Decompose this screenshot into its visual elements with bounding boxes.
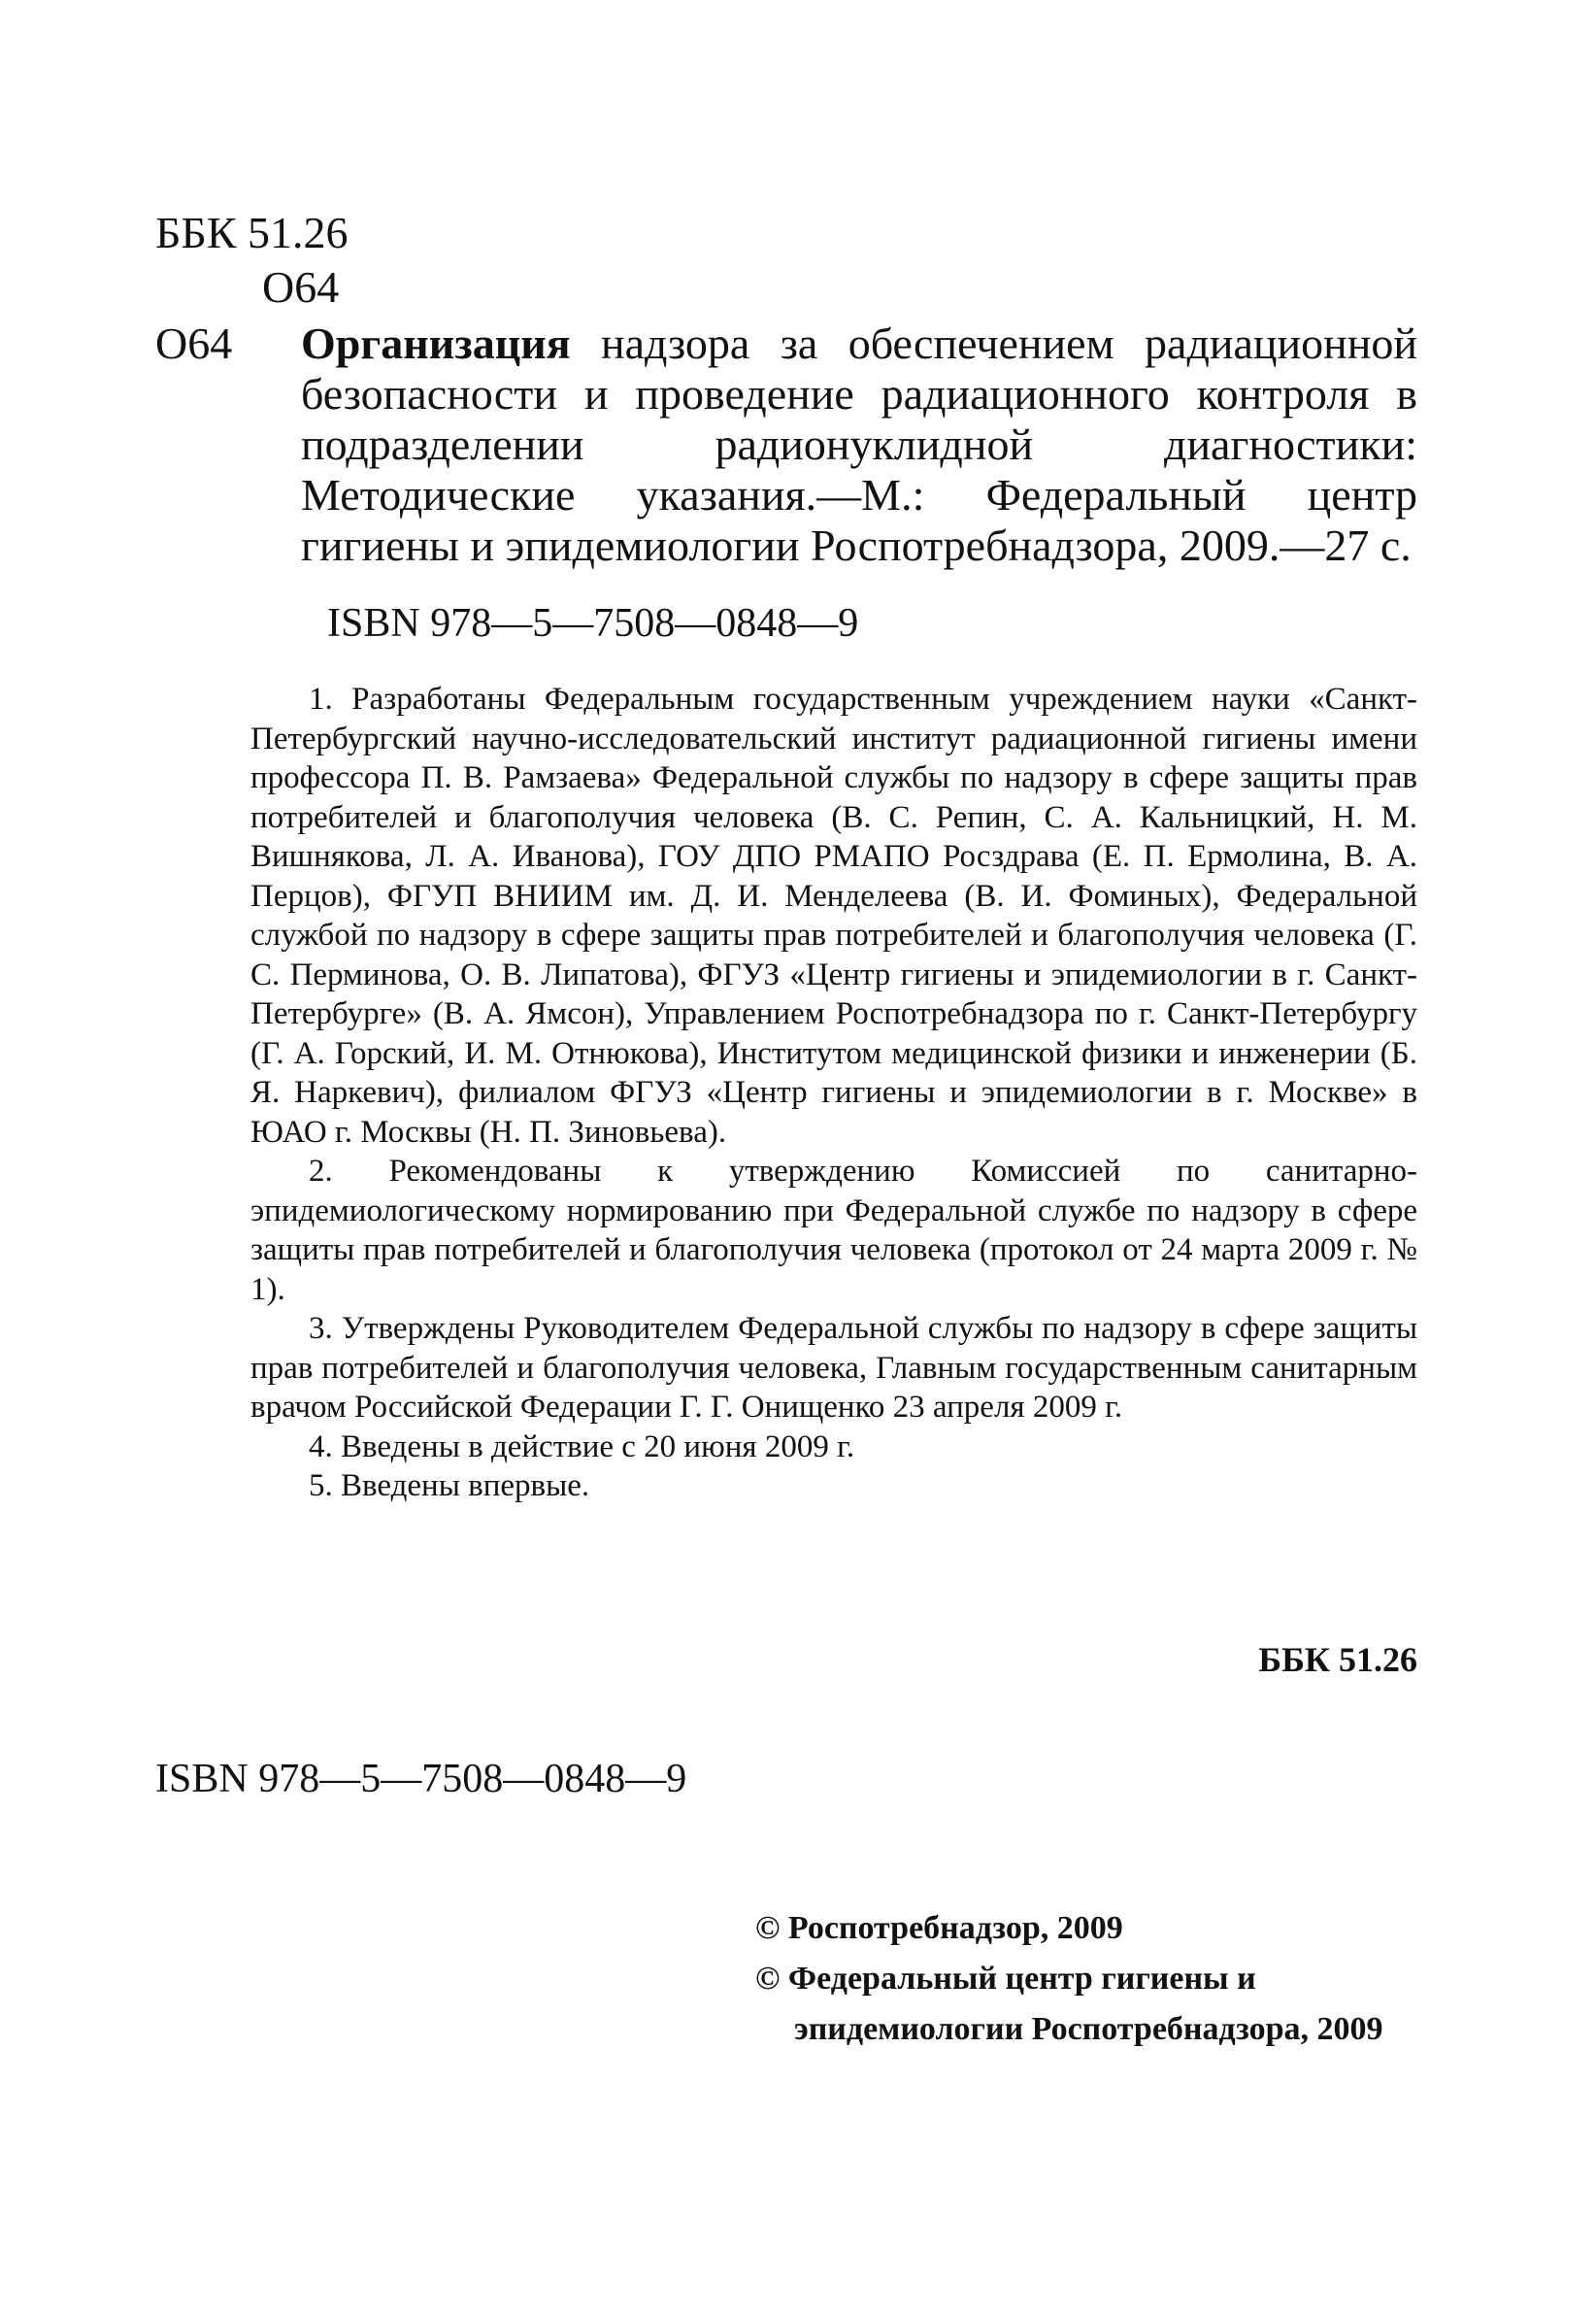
note-5: 5. Введены впервые. — [309, 1468, 590, 1503]
entry-text — [301, 319, 1417, 571]
entry-description: надзора за обеспечением радиационной безопасности и проведение радиационного контроля в подразделении радионуклидной диагностики: Методические указания.—М.: Федеральный центр гигиены и эпидемиологии Роспотребнадзора, 2009.—27 с. — [301, 319, 1417, 570]
note-2: 2. Рекомендованы к утверждению Комиссией по санитарно-эпидемиологическому нормированию при Федеральной службе по надзору в сфере защиты прав потребителей и благополучия человека (протокол от 24 марта 2009 г. № 1). — [250, 1154, 1417, 1307]
bbk-code: ББК 51.26 — [155, 208, 349, 257]
entry-code: О64 — [155, 319, 233, 368]
copyright-line-1: © Роспотребнадзор, 2009 — [755, 1910, 1123, 1946]
notes-section — [250, 680, 1417, 1506]
note-3: 3. Утверждены Руководителем Федеральной службы по надзору в сфере защиты прав потребителей и благополучия человека, Главным государственным санитарным врачом Российской Федерации Г. Г. Онищенко 23 апреля 2009 г. — [250, 1311, 1417, 1425]
entry-title: Организация — [301, 319, 571, 368]
author-mark: О64 — [262, 262, 340, 312]
copyright-line-2: © Федеральный центр гигиены и — [755, 1961, 1256, 1997]
note-1: 1. Разработаны Федеральным государственным учреждением науки «Санкт-Петербургский научно-исследовательский институт радиационной гигиены имени профессора П. В. Рамзаева» Федеральной службы по надзору в сфере защиты прав потребителей и благополучия человека (В. С. Репин, С. А. Кальницкий, Н. М. Вишнякова, Л. А. Иванова), ГОУ ДПО РМАПО Росздрава (Е. П. Ермолина, В. А. Перцов), ФГУП ВНИИМ им. Д. И. Менделеева (В. И. Фоминых), Федеральной службой по надзору в сфере защиты прав потребителей и благополучия человека (Г. С. Перминова, О. В. Липатова), ФГУЗ «Центр гигиены и эпидемиологии в г. Санкт-Петербурге» (В. А. Ямсон), Управлением Роспотребнадзора по г. Санкт-Петербургу (Г. А. Горский, И. М. Отнюкова), Институтом медицинской физики и инженерии (Б. Я. Наркевич), филиалом ФГУЗ «Центр гигиены и эпидемиологии в г. Москве» в ЮАО г. Москвы (Н. П. Зиновьева). — [250, 682, 1417, 1150]
note-4: 4. Введены в действие с 20 июня 2009 г. — [309, 1428, 855, 1464]
isbn-main: ISBN 978—5—7508—0848—9 — [327, 601, 859, 646]
bibliographic-entry — [155, 319, 1417, 571]
copyright-line-3: эпидемиологии Роспотребнадзора, 2009 — [794, 2011, 1383, 2047]
copyright-block — [755, 1903, 1383, 2055]
isbn-bottom: ISBN 978—5—7508—0848—9 — [155, 1757, 687, 1801]
bbk-right: ББК 51.26 — [1258, 1640, 1417, 1679]
bbk-header — [155, 206, 349, 315]
